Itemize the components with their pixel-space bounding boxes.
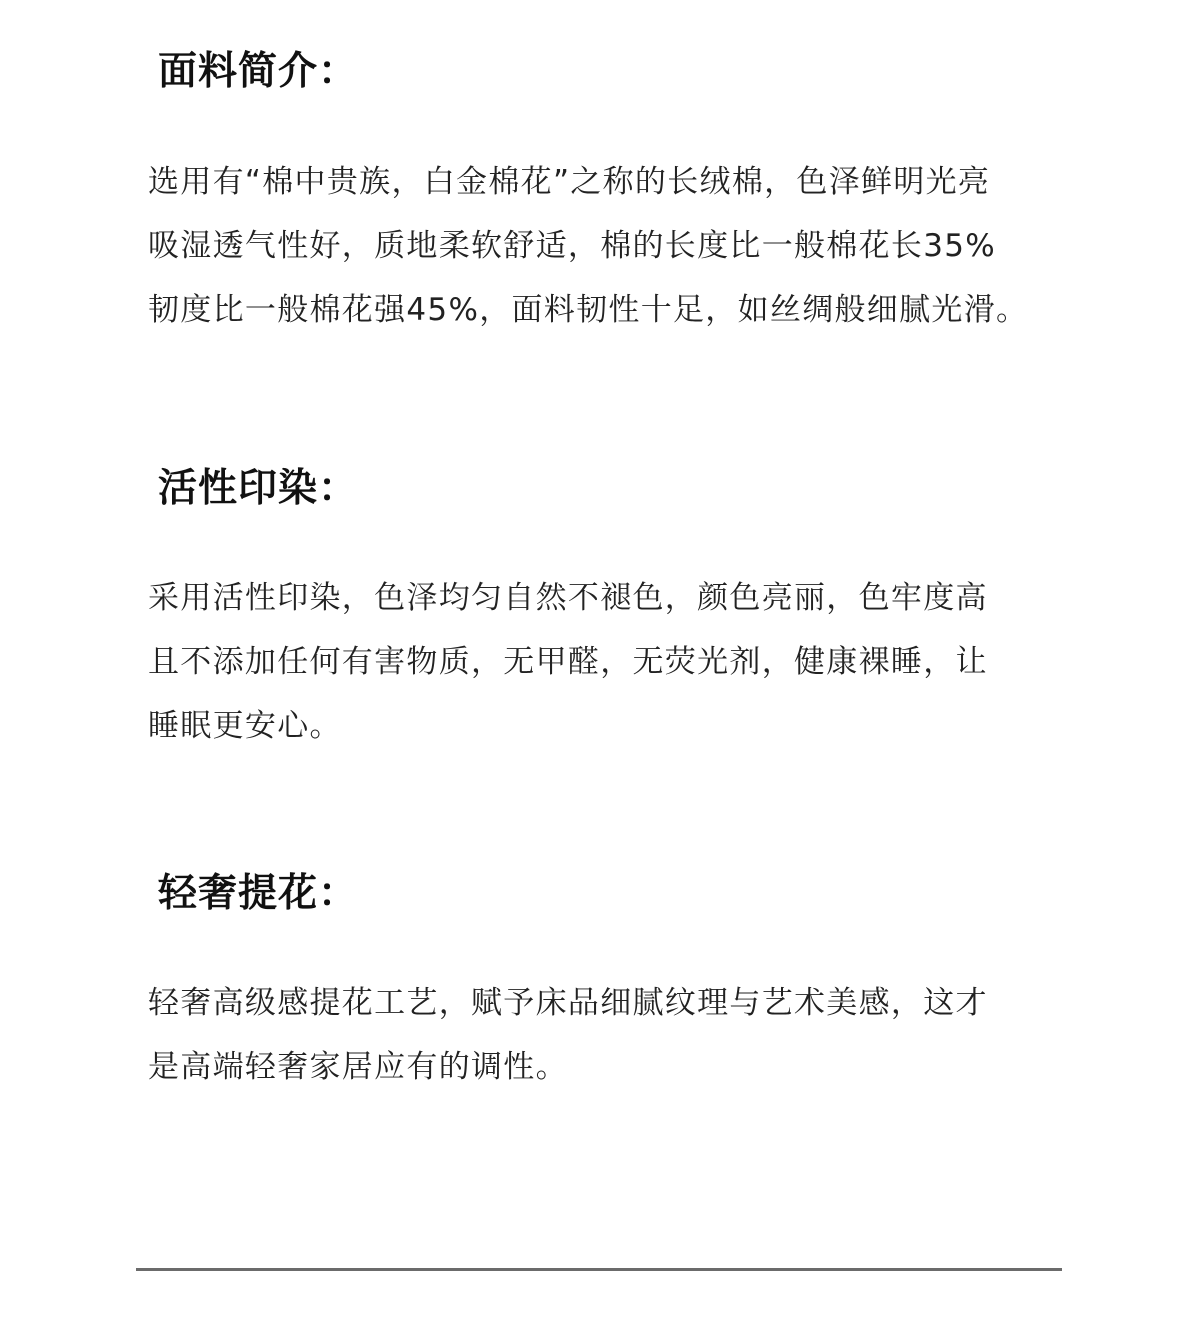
text-line: 韧度比一般棉花强45%，面料韧性十足，如丝绸般细腻光滑。 bbox=[148, 292, 1029, 328]
text-line: 且不添加任何有害物质，无甲醛，无荧光剂，健康裸睡，让 bbox=[148, 644, 988, 680]
section-heading-jacquard: 轻奢提花： bbox=[158, 871, 359, 916]
section-heading-dyeing: 活性印染： bbox=[158, 466, 359, 511]
section-heading-fabric: 面料简介： bbox=[158, 49, 359, 94]
text-line: 采用活性印染，色泽均匀自然不褪色，颜色亮丽，色牢度高 bbox=[148, 580, 988, 616]
text-line: 睡眠更安心。 bbox=[148, 708, 342, 744]
section-text-dyeing bbox=[148, 566, 988, 758]
text-line: 是高端轻奢家居应有的调性。 bbox=[148, 1049, 568, 1085]
bottom-divider bbox=[136, 1268, 1062, 1271]
section-text-jacquard bbox=[148, 971, 988, 1099]
text-line: 选用有“棉中贵族，白金棉花”之称的长绒棉，色泽鲜明光亮 bbox=[148, 164, 991, 200]
text-line: 轻奢高级感提花工艺，赋予床品细腻纹理与艺术美感，这才 bbox=[148, 985, 988, 1021]
section-text-fabric bbox=[148, 150, 1028, 342]
text-line: 吸湿透气性好，质地柔软舒适，棉的长度比一般棉花长35% bbox=[148, 228, 996, 264]
